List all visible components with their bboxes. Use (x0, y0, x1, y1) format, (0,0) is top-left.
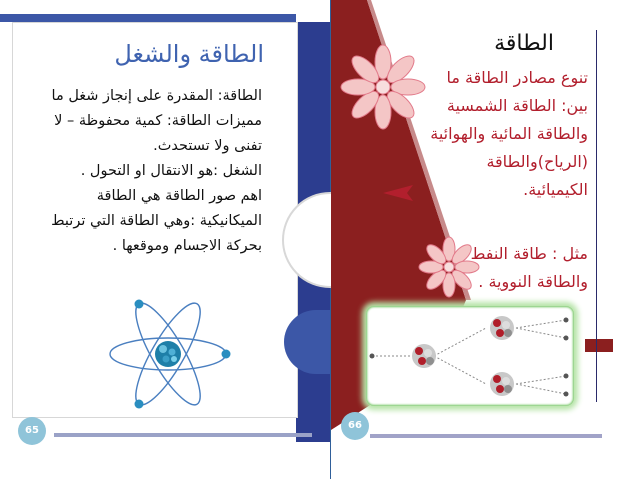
example-text (400, 240, 588, 296)
accent-box (585, 339, 613, 352)
page-number-badge: 65 (18, 417, 46, 445)
bottom-accent-line (54, 433, 312, 437)
text-line: مميزات الطاقة: كمية محفوظة – لا (54, 113, 262, 129)
page-title: الطاقة (494, 31, 554, 56)
text-line: تنوع مصادر الطاقة ما (446, 68, 588, 87)
nuclear-fission-icon (366, 306, 574, 406)
text-line: الميكانيكية :وهي الطاقة التي ترتبط (51, 213, 262, 229)
body-text (22, 84, 262, 259)
vertical-accent-line (596, 30, 597, 402)
text-line: الشغل :هو الانتقال او التحول . (80, 163, 262, 179)
top-accent-bar (0, 14, 296, 22)
text-line: الكيميائية. (523, 180, 588, 199)
atom-icon (105, 292, 231, 416)
text-line: تفنى ولا تستحدث. (153, 138, 262, 154)
text-line: بحركة الاجسام وموقعها . (112, 238, 262, 254)
text-line: اهم صور الطاقة هي الطاقة (96, 188, 262, 204)
text-line: بين: الطاقة الشمسية (446, 96, 588, 115)
text-line: الطاقة: المقدرة على إنجاز شغل ما (51, 88, 262, 104)
text-line: والطاقة النووية . (478, 272, 588, 291)
page-number-badge: 66 (341, 412, 369, 440)
text-line: والطاقة المائية والهوائية (430, 124, 588, 143)
text-line: (الرياح)والطاقة (486, 152, 588, 171)
bottom-accent-line (370, 434, 602, 438)
page-title: الطاقة والشغل (114, 40, 264, 68)
text-line: مثل : طاقة النفط (470, 244, 588, 263)
body-text (388, 64, 588, 204)
